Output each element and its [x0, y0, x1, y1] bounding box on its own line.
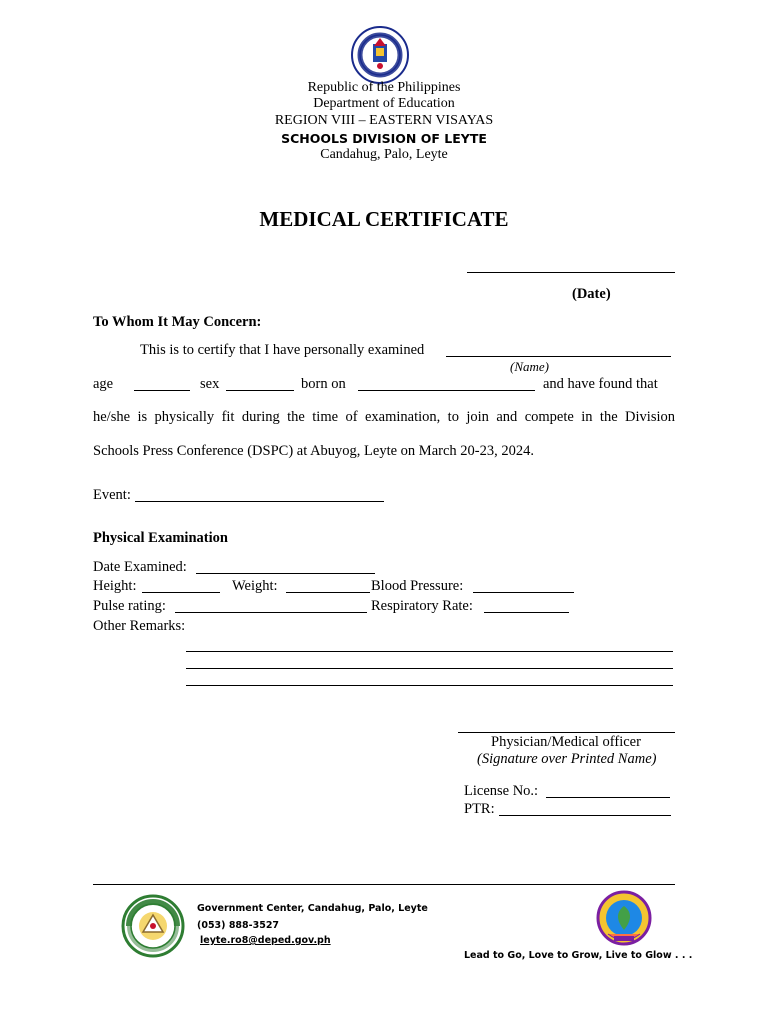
found-text: and have found that	[543, 376, 658, 392]
signature-title: Physician/Medical officer	[491, 734, 641, 750]
height-field-line[interactable]	[142, 592, 220, 593]
blood-pressure-field-line[interactable]	[473, 592, 574, 593]
sex-field-line[interactable]	[226, 390, 294, 391]
footer-address: Government Center, Candahug, Palo, Leyte	[197, 903, 428, 914]
division-of-leyte-logo	[119, 894, 187, 958]
header-address: Candahug, Palo, Leyte	[320, 147, 448, 162]
spedience-logo	[594, 890, 654, 946]
document-title: MEDICAL CERTIFICATE	[259, 207, 509, 231]
remarks-line-2[interactable]	[186, 668, 673, 669]
signature-subtitle: (Signature over Printed Name)	[477, 751, 657, 767]
footer-tagline: Lead to Go, Love to Grow, Live to Glow . . .	[464, 950, 693, 961]
salutation: To Whom It May Concern:	[93, 314, 262, 330]
physical-exam-heading: Physical Examination	[93, 530, 228, 546]
remarks-line-1[interactable]	[186, 651, 673, 652]
license-label: License No.:	[464, 783, 539, 799]
date-examined-label: Date Examined:	[93, 559, 187, 575]
date-line	[467, 272, 675, 273]
age-label: age	[93, 376, 114, 392]
body-line-2: he/she is physically fit during the time of examination, to join and compete in the Division	[93, 409, 675, 425]
date-examined-field-line[interactable]	[196, 573, 375, 574]
header-division: SCHOOLS DIVISION OF LEYTE	[281, 131, 487, 146]
signature-line[interactable]	[458, 732, 675, 733]
ptr-field-line[interactable]	[499, 815, 671, 816]
birthdate-field-line[interactable]	[358, 390, 535, 391]
height-label: Height:	[93, 578, 137, 594]
other-remarks-label: Other Remarks:	[93, 618, 186, 634]
header-department: Department of Education	[313, 96, 455, 111]
footer-phone: (053) 888-3527	[197, 920, 280, 931]
blood-pressure-label: Blood Pressure:	[371, 578, 464, 594]
ptr-label: PTR:	[464, 801, 495, 817]
header-republic: Republic of the Philippines	[307, 80, 461, 95]
remarks-line-3[interactable]	[186, 685, 673, 686]
footer-divider	[93, 884, 675, 885]
name-label: (Name)	[510, 359, 549, 374]
event-label: Event:	[93, 487, 131, 503]
certify-text: This is to certify that I have personally examined	[140, 342, 425, 358]
license-field-line[interactable]	[546, 797, 670, 798]
sex-label: sex	[200, 376, 220, 392]
pulse-rating-label: Pulse rating:	[93, 598, 166, 614]
respiratory-rate-label: Respiratory Rate:	[371, 598, 473, 614]
body-line-3: Schools Press Conference (DSPC) at Abuyog, Leyte on March 20-23, 2024.	[93, 443, 534, 459]
respiratory-rate-field-line[interactable]	[484, 612, 569, 613]
date-label: (Date)	[572, 286, 611, 302]
born-label: born on	[301, 376, 346, 392]
deped-seal-logo	[351, 26, 409, 84]
pulse-rating-field-line[interactable]	[175, 612, 367, 613]
footer-email[interactable]: leyte.ro8@deped.gov.ph	[200, 935, 331, 946]
weight-label: Weight:	[232, 578, 278, 594]
event-field-line[interactable]	[135, 501, 384, 502]
age-field-line[interactable]	[134, 390, 190, 391]
name-field-line[interactable]	[446, 356, 671, 357]
weight-field-line[interactable]	[286, 592, 370, 593]
header-region: REGION VIII – EASTERN VISAYAS	[274, 113, 494, 128]
